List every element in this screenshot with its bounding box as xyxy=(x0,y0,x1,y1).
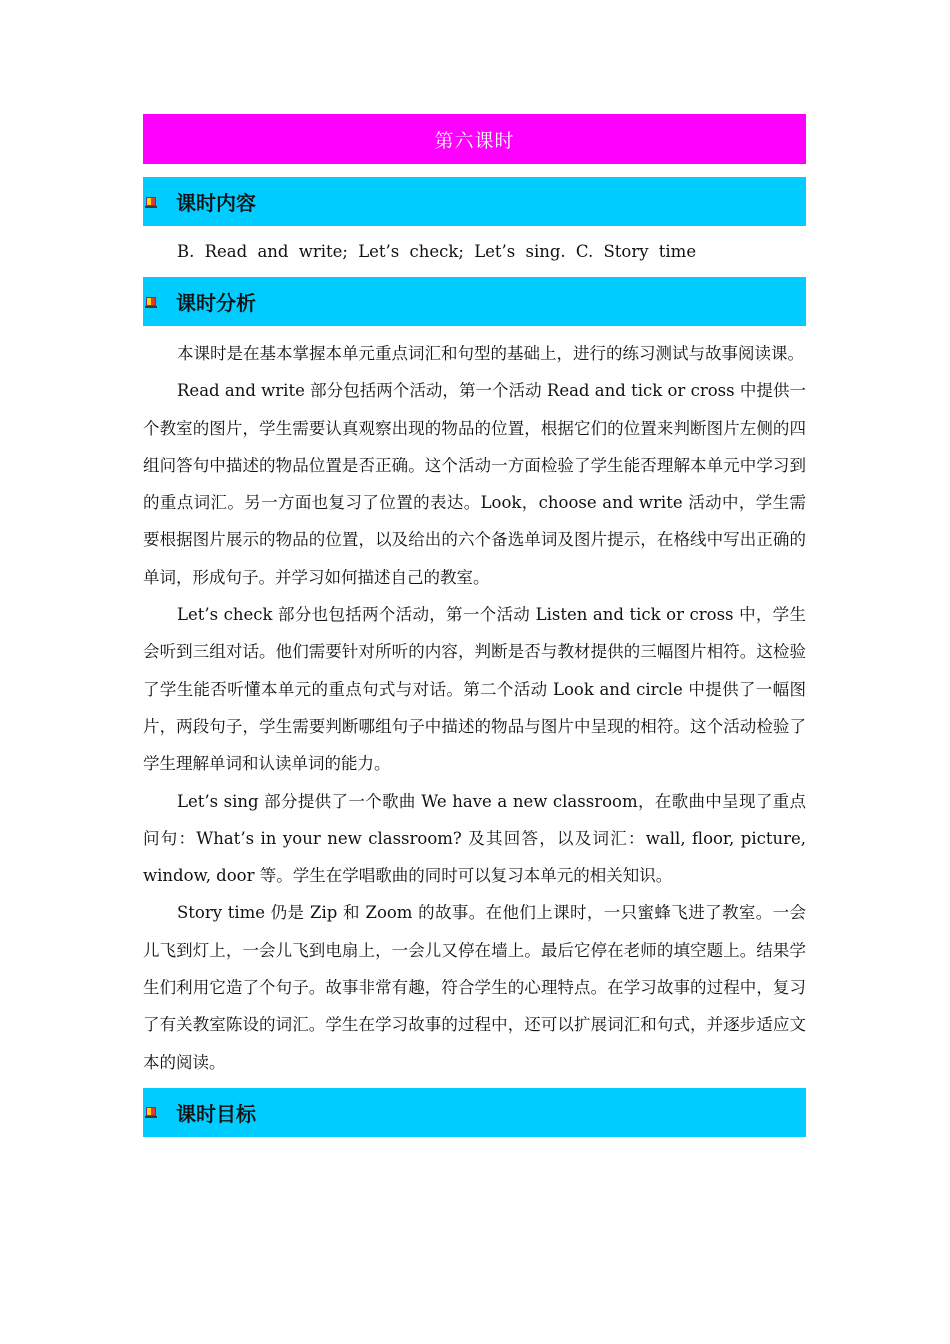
lesson-title-bar xyxy=(143,114,806,164)
bullet-book-icon xyxy=(145,295,157,309)
analysis-paragraph: 本课时是在基本掌握本单元重点词汇和句型的基础上，进行的练习测试与故事阅读课。 xyxy=(177,344,804,363)
analysis-paragraph: Let’s check 部分也包括两个活动，第一个活动 Listen and tick or cross 中，学生会听到三组对话。他们需要针对所听的内容，判断是否与教材提供的三幅图片相符。这检验了学生能否听懂本单元的重点句式与对话。第二个活动 Look and circle 中提供了一幅图片，两段句子，学生需要判断哪组句子中描述的物品与图片中呈现的相符。这个活动检验了学生理解单词和认读单词的能力。 xyxy=(143,605,806,774)
section-header-analysis xyxy=(143,277,806,326)
lesson-title: 第六课时 xyxy=(434,129,515,152)
section-header-content xyxy=(143,177,806,226)
bullet-book-icon xyxy=(145,195,157,209)
document-page xyxy=(143,114,806,1137)
bullet-book-icon xyxy=(145,1105,157,1119)
analysis-paragraph: Let’s sing 部分提供了一个歌曲 We have a new classroom，在歌曲中呈现了重点问句：What’s in your new classroom? 及其回答，以及词汇：wall, floor, picture, window, door 等。学生在学唱歌曲的同时可以复习本单元的相关知识。 xyxy=(143,791,806,886)
lesson-content-text: B. Read and write; Let’s check; Let’s sing. C. Story time xyxy=(177,242,697,261)
section-heading: 课时分析 xyxy=(176,291,256,315)
section-header-goals xyxy=(143,1088,806,1137)
analysis-paragraph: Story time 仍是 Zip 和 Zoom 的故事。在他们上课时，一只蜜蜂飞进了教室。一会儿飞到灯上，一会儿飞到电扇上，一会儿又停在墙上。最后它停在老师的填空题上。结果学生们利用它造了个句子。故事非常有趣，符合学生的心理特点。在学习故事的过程中，复习了有关教室陈设的词汇。学生在学习故事的过程中，还可以扩展词汇和句式，并逐步适应文本的阅读。 xyxy=(143,903,806,1072)
section-heading: 课时目标 xyxy=(176,1101,256,1126)
analysis-paragraph: Read and write 部分包括两个活动，第一个活动 Read and tick or cross 中提供一个教室的图片，学生需要认真观察出现的物品的位置，根据它们的位置来判断图片左侧的四组问答句中描述的物品位置是否正确。这个活动一方面检验了学生能否理解本单元中学习到的重点词汇。另一方面也复习了位置的表达。Look，choose and write 活动中，学生需要根据图片展示的物品的位置，以及给出的六个备选单词及图片提示，在格线中写出正确的单词，形成句子。并学习如何描述自己的教室。 xyxy=(143,381,806,587)
analysis-paragraphs xyxy=(143,335,806,1081)
section-heading: 课时内容 xyxy=(176,191,256,215)
